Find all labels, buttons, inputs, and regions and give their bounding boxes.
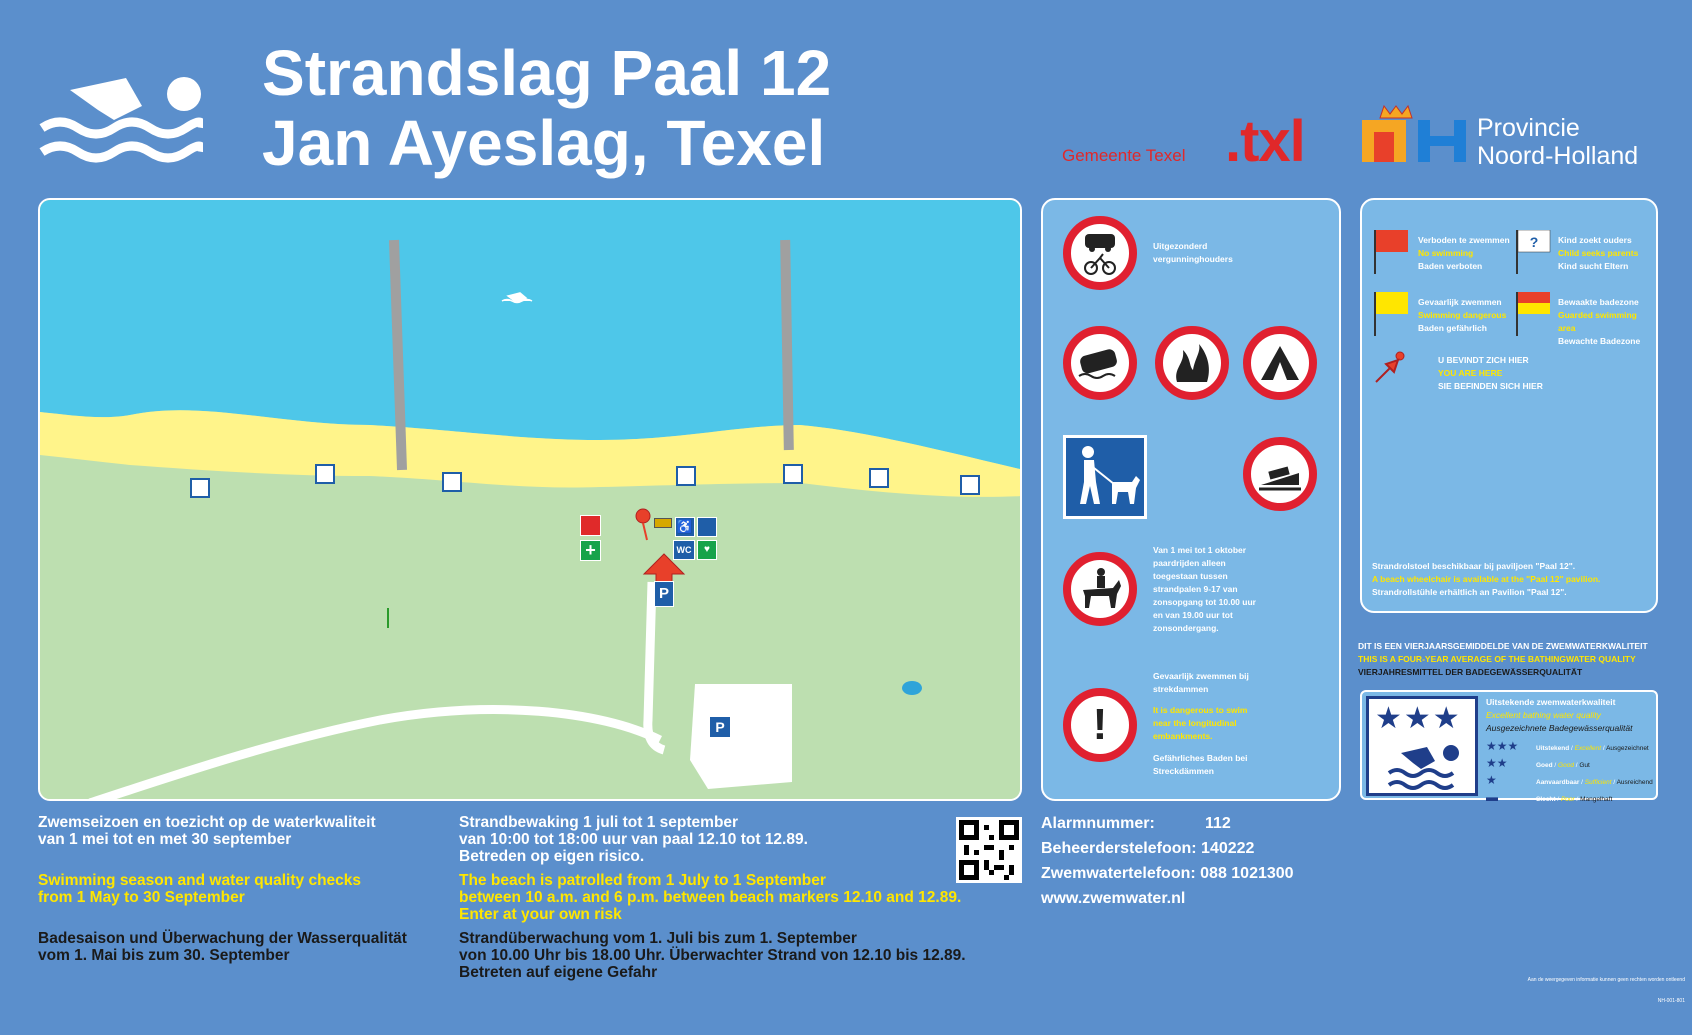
- patrol-nl-2: van 10:00 tot 18:00 uur van paal 12.10 tot 12.89.: [459, 831, 808, 848]
- flag-red-de: Baden verboten: [1418, 261, 1483, 271]
- red-yellow-flag-icon: [1514, 292, 1552, 336]
- quality-scale: [1486, 739, 1656, 807]
- legend-panel: [1360, 198, 1658, 613]
- zwem-label: Zwemwatertelefoon:: [1041, 865, 1196, 882]
- you-are-here-de: SIE BEFINDEN SICH HIER: [1438, 381, 1543, 391]
- beheer-row: [1041, 836, 1351, 861]
- no-horses-sign-icon: [1063, 552, 1137, 626]
- season-de-1: Badesaison und Überwachung der Wasserqualität: [38, 930, 407, 947]
- quality-panel: [1360, 690, 1658, 804]
- flag-question-nl: Kind zoekt ouders: [1558, 235, 1632, 245]
- title-line-2: Jan Ayeslag, Texel: [262, 107, 826, 179]
- beach-bin-icon: [869, 468, 889, 488]
- rating-en: Excellent bathing water quality: [1486, 710, 1601, 720]
- rating-de: Ausgezeichnete Badegewässerqualität: [1486, 723, 1633, 733]
- you-are-here-arrow-icon: [1372, 350, 1408, 386]
- page-title: [262, 38, 831, 178]
- horses-text: Van 1 mei tot 1 oktober paardrijden alleen toegestaan tussen strandpalen 9-17 van zonsopgang tot 10.00 uur en van 19.00 uur tot zonsondergang.: [1153, 545, 1256, 633]
- zwem-row: [1041, 861, 1351, 886]
- parking-small-icon: P: [654, 581, 674, 607]
- patrol-en-1: The beach is patrolled from 1 July to 1 September: [459, 872, 826, 889]
- scale-row: ★ Aanvaardbaar / Sufficient / Ausreichend: [1486, 773, 1653, 787]
- beach-bin-icon: [442, 472, 462, 492]
- patrol-de-2: von 10.00 Uhr bis 18.00 Uhr. Überwachter Strand von 12.10 bis 12.89.: [459, 947, 966, 964]
- season-nl-2: van 1 mei tot en met 30 september: [38, 831, 292, 848]
- danger-sign-icon: !: [1063, 688, 1137, 762]
- danger-text-de: Gefährliches Baden bei Streckdämmen: [1153, 753, 1248, 776]
- disclaimer: Aan de weergegeven informatie kunnen geen rechten worden ontleend: [1527, 977, 1685, 983]
- rating-nl: Uitstekende zwemwaterkwaliteit: [1486, 697, 1616, 707]
- wc-icon: WC: [673, 540, 695, 560]
- scale-en: Sufficient: [1584, 779, 1612, 786]
- scale-de: Ausgezeichnet: [1606, 745, 1649, 752]
- wheelchair-icon: ♿: [675, 517, 695, 537]
- patrol-de-3: Betreten auf eigene Gefahr: [459, 964, 658, 981]
- patrol-en-2: between 10 a.m. and 6 p.m. between beach markers 12.10 and 12.89.: [459, 889, 962, 906]
- flag-redyellow-nl: Bewaakte badezone: [1558, 297, 1639, 307]
- flag-yellow-de: Baden gefährlich: [1418, 323, 1487, 333]
- beach-bin-icon: [315, 464, 335, 484]
- scale-nl: Aanvaardbaar: [1536, 779, 1580, 786]
- dogs-leash-sign-icon: [1063, 435, 1147, 519]
- beach-wheelchair-icon: [697, 517, 717, 537]
- phone-icon: [580, 515, 601, 536]
- rating-text: [1486, 696, 1656, 735]
- flag-red-text: [1418, 234, 1510, 273]
- you-are-here-en: YOU ARE HERE: [1438, 368, 1503, 378]
- danger-text-en: It is dangerous to swim near the longitudinal embankments.: [1153, 705, 1248, 741]
- no-camping-sign-icon: [1243, 326, 1317, 400]
- scale-row: ★★★ Uitstekend / Excellent / Ausgezeichnet: [1486, 739, 1649, 753]
- patrol-nl-3: Betreden op eigen risico.: [459, 848, 645, 865]
- scale-row: ▬ Slecht / Poor / Mangelhaft: [1486, 790, 1613, 804]
- flag-red-nl: Verboden te zwemmen: [1418, 235, 1510, 245]
- first-aid-icon: +: [580, 540, 601, 561]
- scale-stars: ▬: [1486, 790, 1498, 804]
- no-rafts-sign-icon: [1063, 326, 1137, 400]
- rating-stars: ★★★: [1375, 702, 1462, 735]
- quality-avg-de: VIERJAHRESMITTEL DER BADEGEWÄSSERQUALITÄT: [1358, 667, 1583, 677]
- no-vehicles-sign-icon: [1063, 216, 1137, 290]
- season-en-1: Swimming season and water quality checks: [38, 872, 362, 889]
- beach-bin-icon: [676, 466, 696, 486]
- flag-yellow-nl: Gevaarlijk zwemmen: [1418, 297, 1502, 307]
- qr-code-icon[interactable]: [956, 817, 1022, 883]
- zwem-value: 088 1021300: [1200, 865, 1294, 882]
- scale-de: Mangelhaft: [1580, 796, 1613, 803]
- scale-en: Good: [1558, 762, 1574, 769]
- rules-panel: [1041, 198, 1341, 801]
- scale-stars: ★★: [1486, 756, 1508, 770]
- quality-average-text: [1358, 640, 1678, 679]
- flag-yellow-en: Swimming dangerous: [1418, 310, 1507, 320]
- quality-badge: [1366, 696, 1478, 796]
- badge-swimmer-icon: [1387, 743, 1461, 791]
- wheelchair-en: A beach wheelchair is available at the "Paal 12" pavilion.: [1372, 574, 1601, 584]
- provincie-line-2: Noord-Holland: [1477, 142, 1639, 170]
- beheer-label: Beheerderstelefoon:: [1041, 840, 1197, 857]
- swimmer-logo-icon: [38, 72, 203, 164]
- you-are-here-text: [1438, 354, 1543, 393]
- alarm-label: Alarmnummer:: [1041, 815, 1155, 832]
- no-fire-sign-icon: [1155, 326, 1229, 400]
- season-de-2: vom 1. Mai bis zum 30. September: [38, 947, 290, 964]
- red-flag-icon: [1372, 230, 1410, 274]
- flag-red-en: No swimming: [1418, 248, 1474, 258]
- you-are-here-nl: U BEVINDT ZICH HIER: [1438, 355, 1529, 365]
- beach-bin-icon: [783, 464, 803, 484]
- scale-nl: Goed: [1536, 762, 1553, 769]
- patrol-info: [459, 814, 1019, 981]
- wheelchair-de: Strandrollstühle erhältlich an Pavilion "Paal 12".: [1372, 587, 1567, 597]
- provincie-line-1: Provincie: [1477, 114, 1580, 142]
- nh-logo-icon: [1360, 102, 1468, 164]
- alarm-value: 112: [1205, 815, 1231, 832]
- patrol-nl-1: Strandbewaking 1 juli tot 1 september: [459, 814, 739, 831]
- txl-logo: .txl: [1225, 109, 1305, 174]
- alarm-row: [1041, 811, 1351, 836]
- scale-nl: Slecht: [1536, 796, 1556, 803]
- flag-redyellow-en: Guarded swimming area: [1558, 310, 1637, 333]
- provincie-label: [1477, 114, 1638, 170]
- wheelchair-nl: Strandrolstoel beschikbaar bij paviljoen "Paal 12".: [1372, 561, 1576, 571]
- patrol-en-3: Enter at your own risk: [459, 906, 622, 923]
- scale-row: ★★ Goed / Good / Gut: [1486, 756, 1590, 770]
- danger-text-nl: Gevaarlijk zwemmen bij strekdammen: [1153, 671, 1249, 694]
- scale-de: Ausreichend: [1616, 779, 1653, 786]
- vehicles-text: Uitgezonderd vergunninghouders: [1153, 241, 1233, 264]
- beach-bin-icon: [190, 478, 210, 498]
- gemeente-label: Gemeente Texel: [1062, 146, 1186, 165]
- scale-nl: Uitstekend: [1536, 745, 1570, 752]
- season-nl-1: Zwemseizoen en toezicht op de waterkwaliteit: [38, 814, 376, 831]
- scale-stars: ★: [1486, 773, 1497, 787]
- scale-de: Gut: [1579, 762, 1590, 769]
- website-link[interactable]: www.zwemwater.nl: [1041, 890, 1186, 907]
- parking-icon: P: [710, 717, 730, 737]
- season-info: [38, 814, 458, 964]
- no-boats-sign-icon: [1243, 437, 1317, 511]
- flag-redyellow-de: Bewachte Badezone: [1558, 336, 1641, 346]
- season-en-2: from 1 May to 30 September: [38, 889, 245, 906]
- title-line-1: Strandslag Paal 12: [262, 37, 832, 109]
- aed-icon: ♥: [697, 540, 717, 560]
- flag-question-en: Child seeks parents: [1558, 248, 1639, 258]
- scale-en: Excellent: [1574, 745, 1602, 752]
- quality-avg-en: THIS IS A FOUR-YEAR AVERAGE OF THE BATHINGWATER QUALITY: [1358, 654, 1636, 664]
- flag-question-de: Kind sucht Eltern: [1558, 261, 1629, 271]
- question-flag-icon: [1514, 230, 1552, 274]
- flag-redyellow-text: [1558, 296, 1656, 348]
- flag-question-text: [1558, 234, 1638, 273]
- svg-text:?: ?: [1529, 234, 1539, 250]
- beach-bin-icon: [960, 475, 980, 495]
- sign-code: NH-001-801: [1657, 998, 1685, 1004]
- patrol-de-1: Strandüberwachung vom 1. Juli bis zum 1. September: [459, 930, 857, 947]
- beach-map: [38, 198, 1022, 801]
- contact-info: [1041, 811, 1351, 911]
- yellow-flag-icon: [1372, 292, 1410, 336]
- flag-yellow-text: [1418, 296, 1506, 335]
- beheer-value: 140222: [1201, 840, 1255, 857]
- scale-en: Poor: [1560, 796, 1575, 803]
- pavilion-icon: [654, 518, 672, 528]
- scale-stars: ★★★: [1486, 739, 1519, 753]
- wheelchair-text: [1372, 560, 1652, 599]
- quality-avg-nl: DIT IS EEN VIERJAARSGEMIDDELDE VAN DE ZWEMWATERKWALITEIT: [1358, 641, 1648, 651]
